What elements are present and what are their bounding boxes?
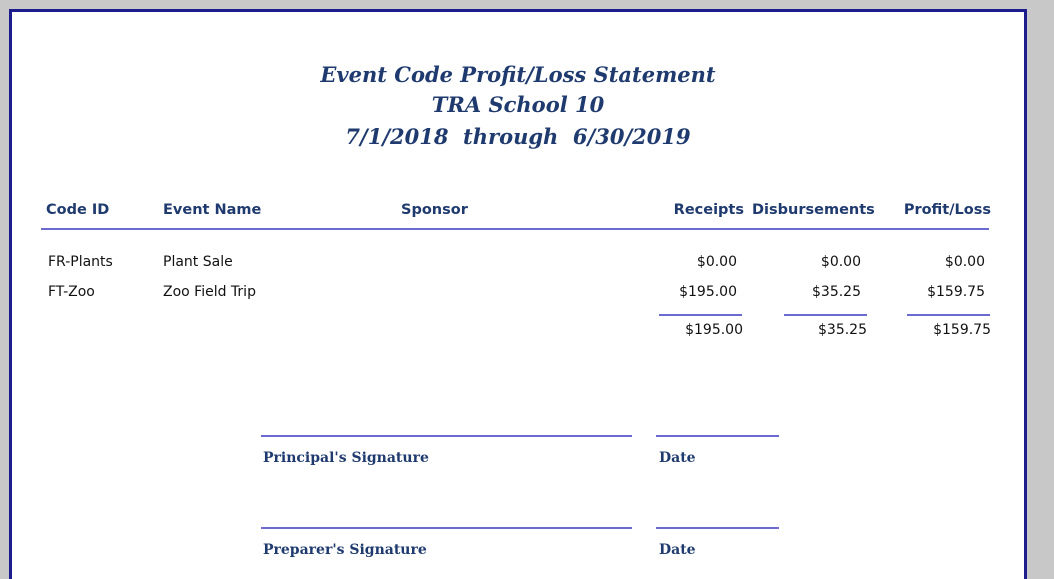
cell-disbursements: $0.00: [820, 254, 861, 270]
cell-event-name: Plant Sale: [163, 254, 233, 270]
header-receipts: Receipts: [673, 202, 744, 218]
cell-receipts: $195.00: [679, 284, 737, 300]
preparer-signature-line: [261, 527, 632, 529]
cell-profit-loss: $159.75: [927, 284, 985, 300]
header-profit-loss: Profit/Loss: [903, 202, 991, 218]
preparer-signature-label: Preparer's Signature: [263, 542, 427, 558]
cell-code-id: FT-Zoo: [48, 284, 95, 300]
header-event-name: Event Name: [163, 202, 262, 218]
school-name: TRA School 10: [431, 92, 605, 117]
header-rule: [41, 228, 989, 230]
total-rule-profit-loss: [907, 314, 990, 316]
header-code-id: Code ID: [46, 202, 110, 218]
total-receipts: $195.00: [685, 322, 743, 338]
cell-disbursements: $35.25: [812, 284, 861, 300]
cell-code-id: FR-Plants: [48, 254, 113, 270]
preparer-date-line: [656, 527, 779, 529]
principal-signature-label: Principal's Signature: [263, 450, 429, 466]
total-rule-disbursements: [784, 314, 867, 316]
header-sponsor: Sponsor: [401, 202, 468, 218]
total-rule-receipts: [659, 314, 742, 316]
report-title: Event Code Profit/Loss Statement: [320, 62, 716, 87]
total-disbursements: $35.25: [818, 322, 867, 338]
principal-signature-line: [261, 435, 632, 437]
report-period: 7/1/2018 through 6/30/2019: [345, 124, 691, 149]
preparer-date-label: Date: [659, 542, 696, 558]
total-profit-loss: $159.75: [933, 322, 991, 338]
cell-event-name: Zoo Field Trip: [163, 284, 256, 300]
principal-date-label: Date: [659, 450, 696, 466]
header-disbursements: Disbursements: [752, 202, 875, 218]
principal-date-line: [656, 435, 779, 437]
report-page: [9, 9, 1027, 579]
cell-receipts: $0.00: [696, 254, 737, 270]
cell-profit-loss: $0.00: [944, 254, 985, 270]
